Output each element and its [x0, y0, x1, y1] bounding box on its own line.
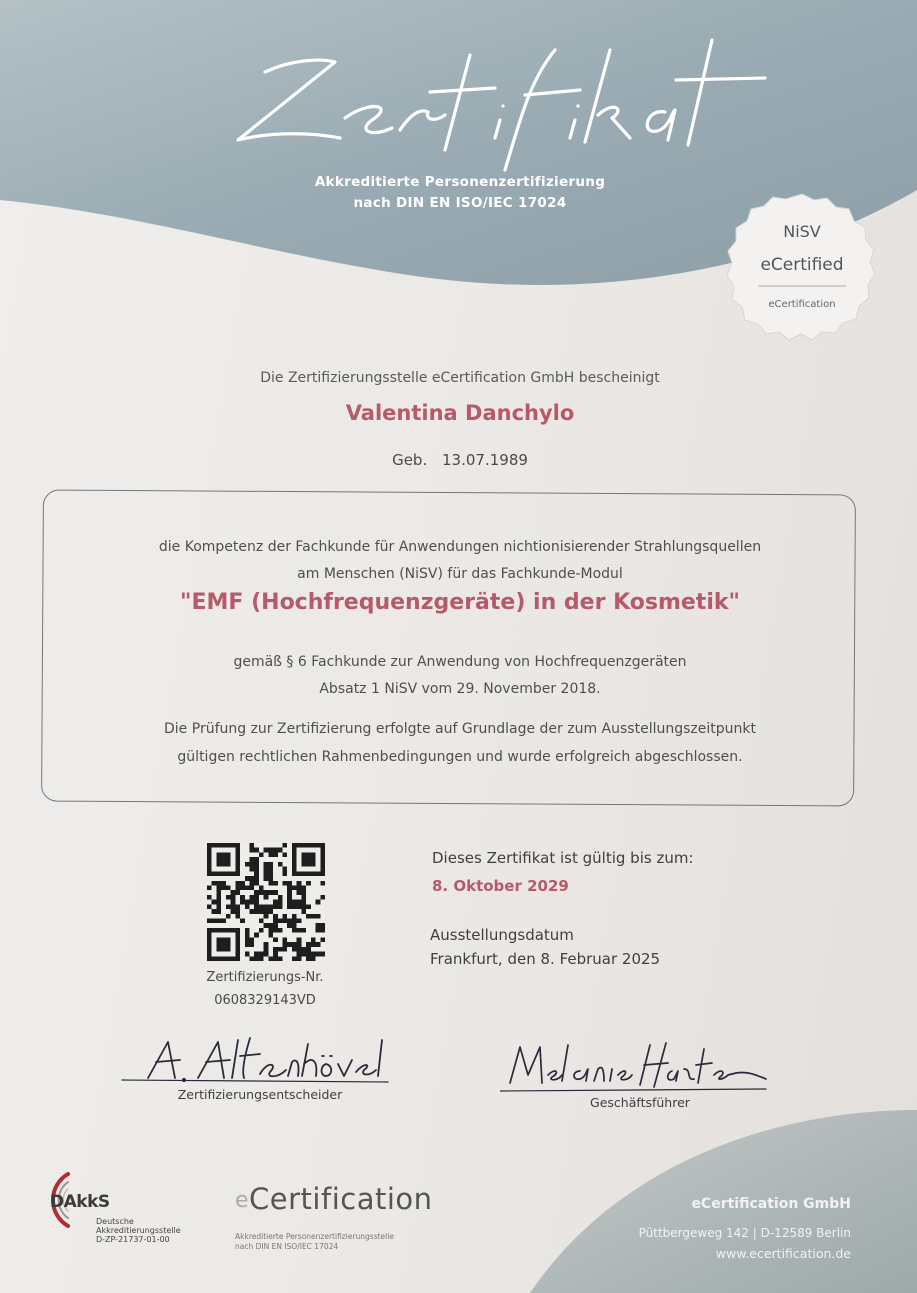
footer-website-link[interactable]: www.ecertification.de	[715, 1246, 851, 1261]
legal-line1: gemäß § 6 Fachkunde zur Anwendung von Hochfrequenzgeräten	[233, 654, 687, 670]
title-script	[0, 20, 917, 180]
issue-place-date: Frankfurt, den 8. Februar 2025	[430, 950, 661, 968]
qr-code[interactable]	[207, 843, 325, 961]
dakks-line1: Deutsche	[96, 1217, 134, 1226]
birth-date: 13.07.1989	[442, 451, 528, 469]
birth-label: Geb.	[392, 451, 428, 469]
dakks-name: DAkkS	[50, 1192, 110, 1212]
issue-date-label: Ausstellungsdatum	[430, 926, 574, 944]
valid-until-date: 8. Oktober 2029	[432, 877, 569, 895]
competence-line2: am Menschen (NiSV) für das Fachkunde-Modul	[297, 566, 623, 582]
exam-line2: gültigen rechtlichen Rahmenbedingungen und wurde erfolgreich abgeschlossen.	[177, 749, 743, 765]
birth-line	[300, 451, 620, 469]
header-subtitle-line1: Akkreditierte Personenzertifizierung	[314, 174, 606, 190]
ecertification-subline2: nach DIN EN ISO/IEC 17024	[235, 1242, 339, 1251]
ecertification-logo-prefix: e	[235, 1188, 250, 1213]
seal-line1: NiSV	[783, 222, 821, 241]
right-signature	[500, 1035, 770, 1095]
exam-line1: Die Prüfung zur Zertifizierung erfolgte auf Grundlage der zum Ausstellungszeitpunkt	[164, 721, 756, 737]
competence-line1: die Kompetenz der Fachkunde für Anwendungen nichtionisierender Strahlungsquellen	[158, 539, 762, 555]
dakks-line3: D-ZP-21737-01-00	[96, 1235, 170, 1244]
valid-until-label: Dieses Zertifikat ist gültig bis zum:	[432, 849, 694, 867]
footer-address: Püttbergeweg 142 | D-12589 Berlin	[638, 1226, 851, 1240]
ecertification-subline1: Akkreditierte Personenzertifizierungsstelle	[235, 1232, 394, 1241]
right-signature-role: Geschäftsführer	[590, 1095, 690, 1110]
footer-company: eCertification GmbH	[691, 1196, 851, 1212]
ecertification-logo	[235, 1182, 433, 1216]
seal-line3: eCertification	[768, 299, 836, 310]
ecertification-logo-text: Certification	[249, 1182, 433, 1216]
header-subtitle-line2: nach DIN EN ISO/IEC 17024	[353, 195, 567, 211]
left-signature-role: Zertifizierungsentscheider	[177, 1087, 343, 1102]
seal-line2: eCertified	[760, 255, 844, 275]
module-title: "EMF (Hochfrequenzgeräte) in der Kosmetik"	[180, 590, 740, 615]
header-subtitle	[250, 172, 670, 214]
holder-name: Valentina Danchylo	[345, 401, 575, 425]
legal-line2: Absatz 1 NiSV vom 29. November 2018.	[319, 681, 601, 697]
certificate-number: 0608329143VD	[214, 993, 316, 1008]
left-signature	[120, 1030, 390, 1090]
certificate-number-label: Zertifizierungs-Nr.	[206, 970, 324, 985]
issuer-line: Die Zertifizierungsstelle eCertification GmbH bescheinigt	[260, 370, 660, 386]
dakks-line2: Akkreditierungsstelle	[96, 1226, 181, 1235]
